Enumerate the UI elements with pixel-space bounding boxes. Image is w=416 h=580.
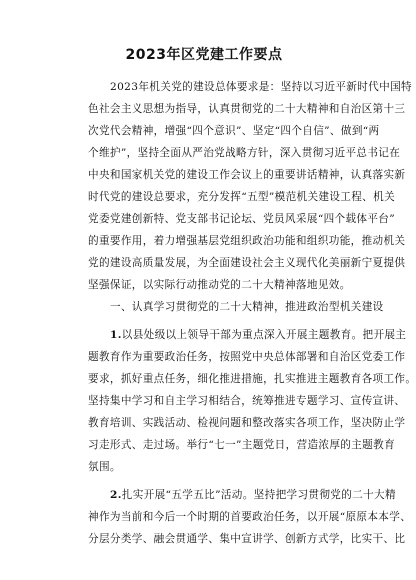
item1-line: 教育培训、实践活动、检视问题和整改落实各项工作，坚决防止学 xyxy=(88,417,406,429)
intro-line: 党委党建创新特、党支部书记论坛、党员风采展“四个载体平台” xyxy=(88,213,396,225)
document-body xyxy=(88,76,416,550)
intro-paragraph xyxy=(88,76,412,296)
item1-line: 要求，抓好重点任务，细化推进措施，扎实推进主题教育各项工作。 xyxy=(88,373,416,385)
item2-line: 神作为当前和今后一个时期的首要政治任务，以开展“原原本本学、 xyxy=(88,511,412,523)
intro-line: 党的建设高质量发展，为全面建设社会主义现代化美丽新宁夏提供 xyxy=(88,257,406,269)
item1-line: 氛围。 xyxy=(88,461,121,473)
document-title: 2023年区党建工作要点 xyxy=(125,47,283,63)
item1-line: 1.以县处级以上领导干部为重点深入开展主题教育。把开展主 xyxy=(110,329,407,341)
intro-line: 中央和国家机关党的建设工作会议上的重要讲话精神，认真落实新 xyxy=(88,169,406,181)
item2-line: 分层分类学、融会贯通学、集中宣讲学、创新方式学，比实干、比 xyxy=(88,533,406,545)
item-2-paragraph xyxy=(88,484,412,550)
intro-line: 次党代会精神，增强“四个意识”、坚定“四个自信”、做到“两 xyxy=(88,125,380,137)
item-1-paragraph xyxy=(88,324,416,478)
item2-line: 2.扎实开展“五学五比”活动。坚持把学习贯彻党的二十大精 xyxy=(110,489,396,501)
intro-line: 个维护”，坚持全面从严治党战略方针，深入贯彻习近平总书记在 xyxy=(88,147,401,159)
intro-line: 2023年机关党的建设总体要求是：坚持以习近平新时代中国特 xyxy=(110,81,412,93)
intro-line: 坚强保证，以实际行动推动党的二十大精神落地见效。 xyxy=(88,279,351,291)
item-number: 2. xyxy=(110,489,122,501)
section-heading: 一、认真学习贯彻党的二十大精神，推进政治型机关建设 xyxy=(110,301,384,313)
intro-line: 时代党的建设总要求，充分发挥“五型”模范机关建设工程、机关 xyxy=(88,191,396,203)
item1-line: 题教育作为重要政治任务，按照党中央总体部署和自治区党委工作 xyxy=(88,351,406,363)
item1-line: 习走形式、走过场。举行“七一”主题党日，营造浓厚的主题教育 xyxy=(88,439,396,451)
item-number: 1. xyxy=(110,329,122,341)
intro-line: 色社会主义思想为指导，认真贯彻党的二十大精神和自治区第十三 xyxy=(88,103,406,115)
item1-line: 坚持集中学习和自主学习相结合，统筹推进专题学习、宣传宣讲、 xyxy=(88,395,406,407)
intro-line: 的重要作用，着力增强基层党组织政治功能和组织功能，推动机关 xyxy=(88,235,406,247)
